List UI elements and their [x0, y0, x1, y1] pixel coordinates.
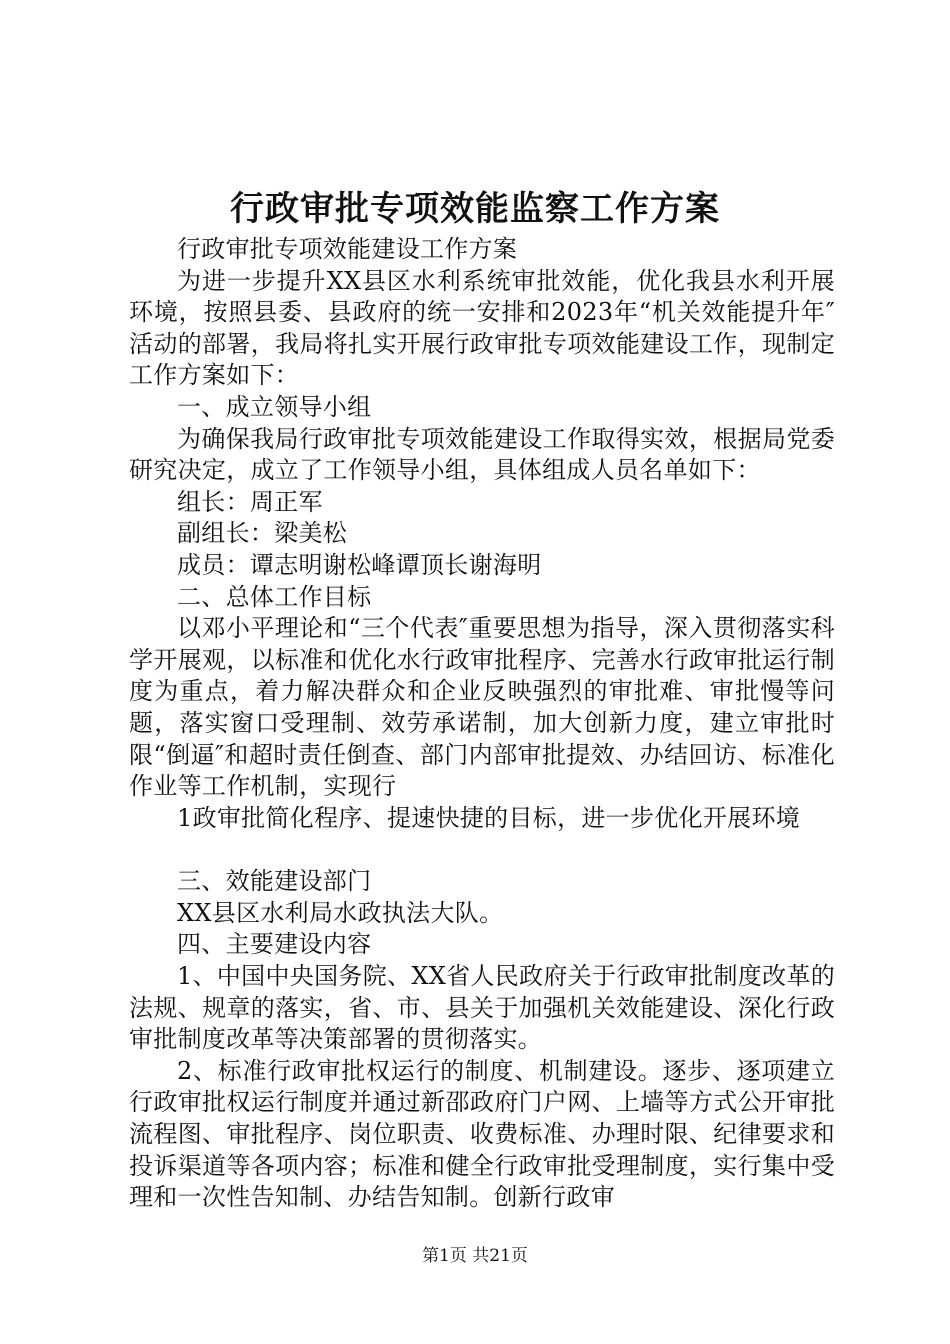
- section-heading-goals: 二、总体工作目标: [177, 582, 372, 611]
- paragraph-departments: XX县区水利局水政执法大队。: [177, 898, 504, 927]
- section-heading-content: 四、主要建设内容: [177, 930, 372, 959]
- paragraph-content-1: 1、中国中央国务院、XX省人民政府关于行政审批制度改革的法规、规章的落实，省、市、县关于加强机关效能建设、深化行政审批制度改革等决策部署的贯彻落实。: [129, 962, 835, 1054]
- paragraph-deputy-leader: 副组长：梁美松: [177, 519, 348, 548]
- blank-line: [129, 834, 835, 866]
- paragraph-intro: 为进一步提升XX县区水利系统审批效能，优化我县水利开展环境，按照县委、县政府的统一安排和2023年“机关效能提升年″活动的部署，我局将扎实开展行政审批专项效能建设工作，现制定工作方案如下：: [129, 266, 835, 390]
- paragraph-goals: 以邓小平理论和“三个代表″重要思想为指导，深入贯彻落实科学开展观，以标准和优化水行政审批程序、完善水行政审批运行制度为重点，着力解决群众和企业反映强烈的审批难、审批慢等问题，落实窗口受理制、效劳承诺制，加大创新力度，建立审批时限“倒逼″和超时责任倒查、部门内部审批提效、办结回访、标准化作业等工作机制，实现行: [129, 614, 835, 801]
- paragraph-goals-continued: 1政审批简化程序、提速快捷的目标，进一步优化开展环境: [177, 803, 801, 832]
- paragraph-group-leader: 组长：周正军: [177, 487, 323, 516]
- paragraph-content-2: 2、标准行政审批权运行的制度、机制建设。逐步、逐项建立行政审批权运行制度并通过新邵政府门户网、上墙等方式公开审批流程图、审批程序、岗位职责、收费标准、办理时限、纪律要求和投诉渠道等各项内容；标准和健全行政审批受理制度，实行集中受理和一次性告知制、办结告知制。创新行政审: [129, 1056, 835, 1212]
- section-heading-leadership: 一、成立领导小组: [177, 392, 372, 421]
- paragraph-leadership: 为确保我局行政审批专项效能建设工作取得实效，根据局党委研究决定，成立了工作领导小组，具体组成人员名单如下：: [129, 424, 835, 485]
- document-body: [129, 234, 835, 1214]
- paragraph-subtitle: 行政审批专项效能建设工作方案: [177, 235, 518, 263]
- document-title: 行政审批专项效能监察工作方案: [230, 189, 720, 229]
- section-heading-departments: 三、效能建设部门: [177, 867, 372, 896]
- page-number-footer: 第1页 共21页: [422, 1246, 528, 1266]
- paragraph-members: 成员：谭志明谢松峰谭顶长谢海明: [177, 550, 542, 579]
